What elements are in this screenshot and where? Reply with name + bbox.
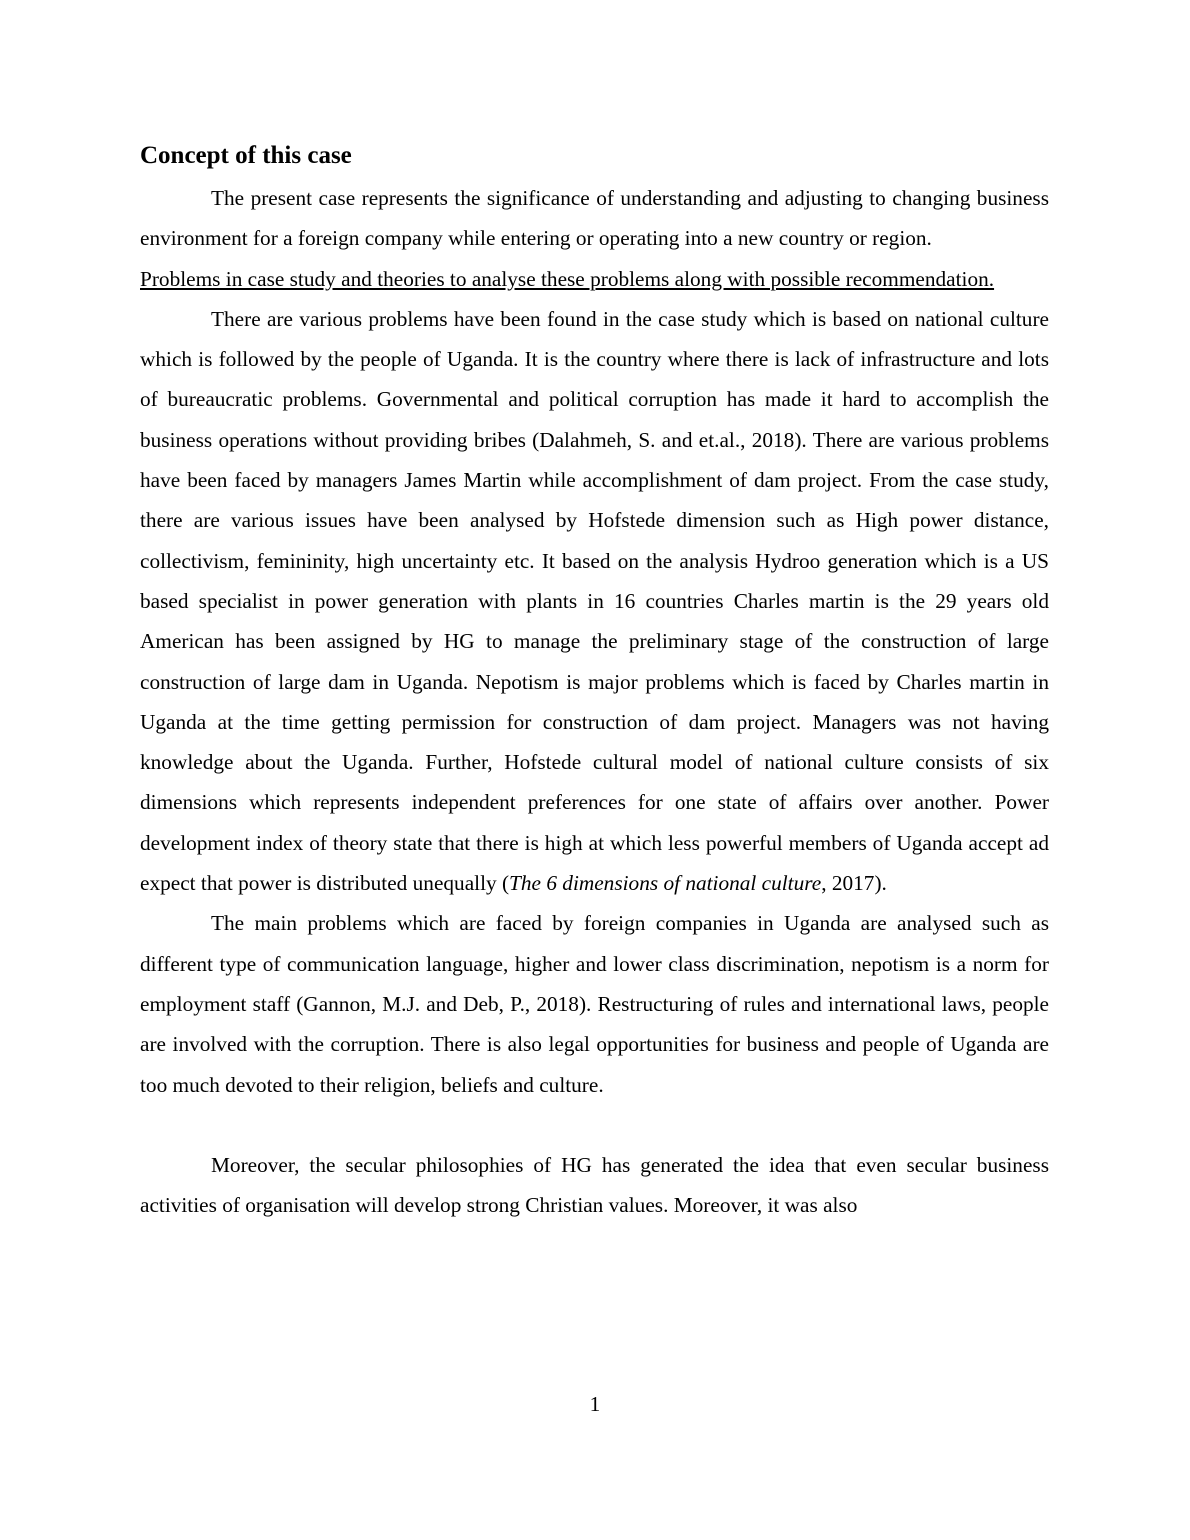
problems-paragraph-text: There are various problems have been found in the case study which is based on national culture which is followed by the people of Uganda. It is the country where there is lack of infrastructure and lots of bureaucratic problems. Governmental and political corruption has made it hard to accomplish the business operations without providing bribes (Dalahmeh, S. and et.al., 2018). There are various problems have been faced by managers James Martin while accomplishment of dam project. From the case study, there are various issues have been analysed by Hofstede dimension such as High power distance, collectivism, femininity, high uncertainty etc. It based on the analysis Hydroo generation which is a US based specialist in power generation with plants in 16 countries Charles martin is the 29 years old American has been assigned by HG to manage the preliminary stage of the construction of large construction of large dam in Uganda. Nepotism is major problems which is faced by Charles martin in Uganda at the time getting permission for construction of dam project. Managers was not having knowledge about the Uganda. Further, Hofstede cultural model of national culture consists of six dimensions which represents independent preferences for one state of affairs over another. Power development index of theory state that there is high at which less powerful members of Uganda accept ad expect that power is distributed unequally ( [140,306,1049,896]
document-body [140,138,1049,1226]
section-heading: Concept of this case [140,142,352,169]
main-problems-paragraph: The main problems which are faced by foreign companies in Uganda are analysed such as different type of communication language, higher and lower class discrimination, nepotism is a norm for employment staff (Gannon, M.J. and Deb, P., 2018). Restructuring of rules and international laws, people are involved with the corruption. There is also legal opportunities for business and people of Uganda are too much devoted to their religion, beliefs and culture. [140,911,1049,1097]
secular-philosophies-paragraph: Moreover, the secular philosophies of HG has generated the idea that even secular business activities of organisation will develop strong Christian values. Moreover, it was also [140,1153,1049,1218]
intro-paragraph: The present case represents the significance of understanding and adjusting to changing business environment for a foreign company while entering or operating into a new country or region. [140,186,1049,251]
citation-title: The 6 dimensions of national culture [509,871,822,896]
problems-paragraph-end: , 2017). [821,871,887,896]
problems-paragraph [140,299,1049,903]
paragraph-spacer [140,1105,1049,1145]
page-number: 1 [589,1392,601,1416]
problems-subheading: Problems in case study and theories to analyse these problems along with possible recommendation. [140,266,995,291]
